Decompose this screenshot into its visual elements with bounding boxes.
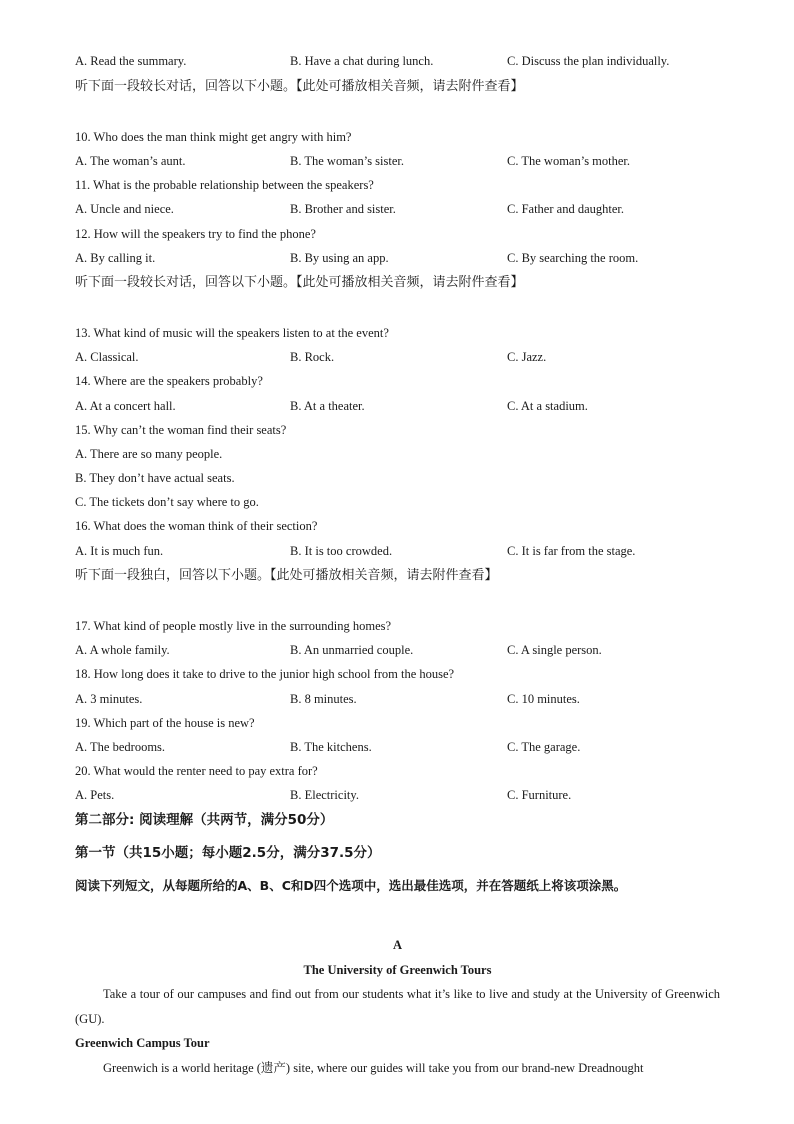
- option-c: C. Jazz.: [507, 350, 547, 364]
- section-one-title: 第一节（共15小题；每小题2.5分，满分37.5分）: [75, 845, 381, 861]
- option-b: B. It is too crowded.: [290, 544, 393, 558]
- passage-paragraph: [75, 1056, 720, 1081]
- option-b: B. At a theater.: [290, 399, 365, 413]
- option-a: A. The bedrooms.: [75, 740, 166, 754]
- option-c: C. A single person.: [507, 643, 602, 657]
- option-b: B. The kitchens.: [290, 740, 372, 754]
- question-text: 14. Where are the speakers probably?: [75, 374, 263, 388]
- passage-intro-text: Take a tour of our campuses and find out from our students what it’s like to live and study at the University of Greenwich (GU).: [75, 987, 720, 1026]
- passage-title: The University of Greenwich Tours: [303, 963, 492, 977]
- option-c: C. The woman’s mother.: [507, 154, 631, 168]
- question-text: 19. Which part of the house is new?: [75, 716, 255, 730]
- question-text: B. They don’t have actual seats.: [75, 471, 235, 485]
- option-b: B. By using an app.: [290, 251, 389, 265]
- option-c: C. It is far from the stage.: [507, 544, 636, 558]
- option-c: C. Father and daughter.: [507, 202, 624, 216]
- passage-paragraph-text: Greenwich is a world heritage (遗产) site, where our guides will take you from our brand-new Dreadnought: [103, 1061, 644, 1075]
- audio-instruction: 听下面一段较长对话，回答以下小题。【此处可播放相关音频，请去附件查看】: [75, 79, 524, 94]
- question-text: 11. What is the probable relationship between the speakers?: [75, 178, 374, 192]
- question-text: 18. How long does it take to drive to the junior high school from the house?: [75, 667, 455, 681]
- question-text: 16. What does the woman think of their section?: [75, 519, 318, 533]
- option-c: C. Discuss the plan individually.: [507, 54, 670, 68]
- option-a: A. At a concert hall.: [75, 399, 176, 413]
- option-b: B. Electricity.: [290, 788, 359, 802]
- option-b: B. Have a chat during lunch.: [290, 54, 434, 68]
- question-text: 13. What kind of music will the speakers listen to at the event?: [75, 326, 389, 340]
- question-text: C. The tickets don’t say where to go.: [75, 495, 259, 509]
- option-c: C. By searching the room.: [507, 251, 639, 265]
- option-a: A. Classical.: [75, 350, 139, 364]
- option-a: A. Uncle and niece.: [75, 202, 174, 216]
- option-b: B. An unmarried couple.: [290, 643, 414, 657]
- option-b: B. The woman’s sister.: [290, 154, 405, 168]
- passage-subheading: Greenwich Campus Tour: [75, 1036, 210, 1050]
- audio-instruction: 听下面一段独白，回答以下小题。【此处可播放相关音频，请去附件查看】: [75, 568, 498, 583]
- option-c: C. 10 minutes.: [507, 692, 580, 706]
- option-b: B. Brother and sister.: [290, 202, 396, 216]
- option-a: A. It is much fun.: [75, 544, 164, 558]
- option-c: C. The garage.: [507, 740, 581, 754]
- question-text: 15. Why can’t the woman find their seats?: [75, 423, 287, 437]
- option-a: A. Pets.: [75, 788, 115, 802]
- question-text: A. There are so many people.: [75, 447, 223, 461]
- audio-instruction: 听下面一段较长对话，回答以下小题。【此处可播放相关音频，请去附件查看】: [75, 275, 524, 290]
- option-c: C. Furniture.: [507, 788, 572, 802]
- question-text: 20. What would the renter need to pay extra for?: [75, 764, 318, 778]
- option-a: A. The woman’s aunt.: [75, 154, 186, 168]
- part-two-title: 第二部分: 阅读理解（共两节，满分50分）: [75, 812, 334, 828]
- reading-instructions: 阅读下列短文，从每题所给的A、B、C和D四个选项中，选出最佳选项，并在答题纸上将该项涂黑。: [75, 878, 627, 893]
- option-a: A. By calling it.: [75, 251, 156, 265]
- option-a: A. A whole family.: [75, 643, 170, 657]
- option-a: A. Read the summary.: [75, 54, 187, 68]
- question-text: 17. What kind of people mostly live in the surrounding homes?: [75, 619, 392, 633]
- option-b: B. 8 minutes.: [290, 692, 357, 706]
- question-text: 10. Who does the man think might get angry with him?: [75, 130, 352, 144]
- option-c: C. At a stadium.: [507, 399, 588, 413]
- option-a: A. 3 minutes.: [75, 692, 143, 706]
- passage-intro: [75, 982, 720, 1032]
- passage-letter: A: [392, 938, 403, 952]
- option-b: B. Rock.: [290, 350, 335, 364]
- question-text: 12. How will the speakers try to find the phone?: [75, 227, 316, 241]
